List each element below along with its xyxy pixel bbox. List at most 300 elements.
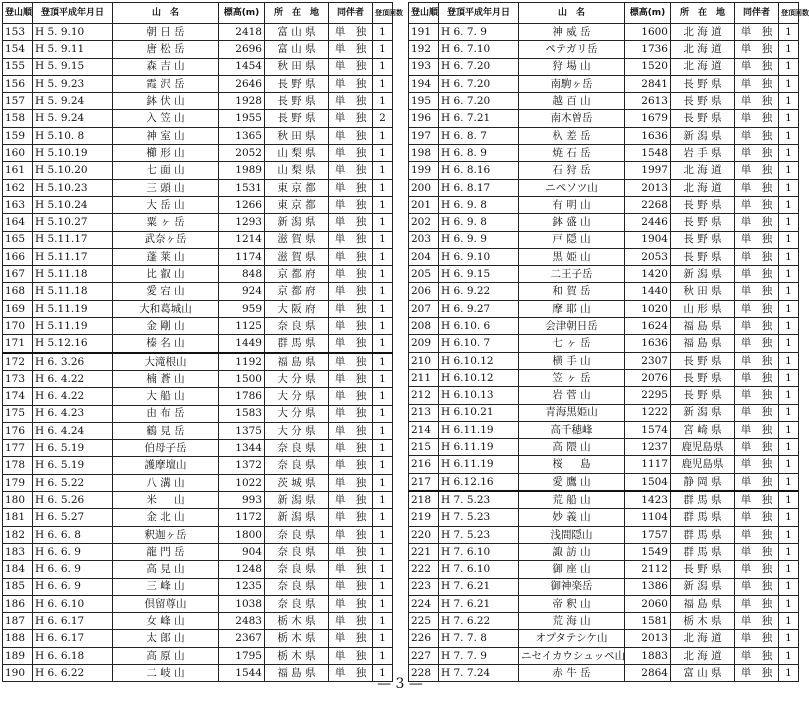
mountain-name-cell: 森 吉 山 <box>113 58 219 75</box>
location-cell: 栃 木 県 <box>265 630 329 647</box>
elevation-cell: 1928 <box>219 93 265 110</box>
times-cell: 1 <box>373 509 393 526</box>
date-cell: H 6.10.21 <box>439 404 519 421</box>
elevation-cell: 1904 <box>625 231 671 248</box>
date-cell: H 6. 7.20 <box>439 58 519 75</box>
companion-cell: 単 独 <box>735 145 779 162</box>
mountain-name-cell: 赤 牛 岳 <box>519 664 625 681</box>
times-cell: 1 <box>779 352 799 369</box>
location-cell: 秋 田 県 <box>671 283 735 300</box>
table-row <box>409 335 799 352</box>
location-cell: 群 馬 県 <box>671 543 735 560</box>
date-cell: H 7. 7. 8 <box>439 630 519 647</box>
table-row <box>409 75 799 92</box>
table-row <box>409 439 799 456</box>
times-cell: 1 <box>373 248 393 265</box>
times-cell: 1 <box>373 75 393 92</box>
companion-cell: 単 独 <box>329 457 373 474</box>
times-cell: 1 <box>779 318 799 335</box>
date-cell: H 6. 6.10 <box>33 595 113 612</box>
table-row <box>3 58 393 75</box>
companion-cell: 単 独 <box>735 421 779 438</box>
elevation-cell: 2268 <box>625 196 671 213</box>
order-cell: 163 <box>3 196 33 213</box>
mountain-name-cell: 倶留尊山 <box>113 595 219 612</box>
times-cell: 1 <box>373 231 393 248</box>
table-row <box>409 456 799 473</box>
order-cell: 165 <box>3 231 33 248</box>
mountain-name-cell: 御神楽岳 <box>519 578 625 595</box>
date-cell: H 6.10.12 <box>439 352 519 369</box>
date-cell: H 6. 6.18 <box>33 647 113 664</box>
table-row <box>3 647 393 664</box>
date-cell: H 6. 9.27 <box>439 300 519 317</box>
table-row <box>3 179 393 196</box>
date-cell: H 6. 6. 8 <box>33 526 113 543</box>
location-cell: 群 馬 県 <box>671 491 735 509</box>
elevation-cell: 2295 <box>625 387 671 404</box>
mountain-name-cell: 帝 釈 山 <box>519 595 625 612</box>
table-row <box>3 440 393 457</box>
companion-cell: 単 独 <box>329 388 373 405</box>
order-cell: 212 <box>409 387 439 404</box>
date-cell: H 6. 9. 8 <box>439 196 519 213</box>
companion-cell: 単 独 <box>735 214 779 231</box>
mountain-name-cell: 高 見 山 <box>113 561 219 578</box>
table-body-right <box>409 24 799 682</box>
times-cell: 1 <box>373 214 393 231</box>
location-cell: 北 海 道 <box>671 179 735 196</box>
times-cell: 1 <box>373 335 393 353</box>
order-cell: 200 <box>409 179 439 196</box>
companion-cell: 単 独 <box>329 214 373 231</box>
elevation-cell: 1454 <box>219 58 265 75</box>
date-cell: H 6. 5.19 <box>33 457 113 474</box>
times-cell: 1 <box>373 370 393 387</box>
elevation-cell: 1237 <box>625 439 671 456</box>
location-cell: 新 潟 県 <box>671 266 735 283</box>
order-cell: 161 <box>3 162 33 179</box>
location-cell: 新 潟 県 <box>265 509 329 526</box>
date-cell: H 7. 6.22 <box>439 613 519 630</box>
order-cell: 176 <box>3 422 33 439</box>
order-cell: 191 <box>409 24 439 41</box>
date-cell: H 6.10.13 <box>439 387 519 404</box>
mountain-name-cell: 有 明 山 <box>519 196 625 213</box>
elevation-cell: 1022 <box>219 474 265 491</box>
location-cell: 東 京 都 <box>265 196 329 213</box>
table-body-left <box>3 24 393 682</box>
table-row <box>3 405 393 422</box>
mountain-name-cell: 櫛 形 山 <box>113 145 219 162</box>
mountain-name-cell: 七 ヶ 岳 <box>519 335 625 352</box>
location-cell: 群 馬 県 <box>671 509 735 526</box>
elevation-cell: 1531 <box>219 179 265 196</box>
times-cell: 1 <box>779 58 799 75</box>
table-row <box>3 543 393 560</box>
times-cell: 1 <box>779 578 799 595</box>
elevation-cell: 1636 <box>625 127 671 144</box>
table-row <box>3 162 393 179</box>
companion-cell: 単 独 <box>735 526 779 543</box>
companion-cell: 単 独 <box>329 58 373 75</box>
times-cell: 1 <box>779 526 799 543</box>
mountain-name-cell: 朝 日 岳 <box>113 24 219 41</box>
location-cell: 京 都 府 <box>265 283 329 300</box>
companion-cell: 単 独 <box>735 335 779 352</box>
companion-cell: 単 独 <box>735 58 779 75</box>
mountain-name-cell: 太 郎 山 <box>113 630 219 647</box>
mountain-name-cell: 和 賀 岳 <box>519 283 625 300</box>
companion-cell: 単 独 <box>735 75 779 92</box>
mountain-name-cell: 狩 場 山 <box>519 58 625 75</box>
date-cell: H 6. 6.17 <box>33 630 113 647</box>
elevation-cell: 1624 <box>625 318 671 335</box>
order-cell: 158 <box>3 110 33 127</box>
mountain-name-cell: 蓬 莱 山 <box>113 248 219 265</box>
mountain-name-cell: 三 頭 山 <box>113 179 219 196</box>
elevation-cell: 1549 <box>625 543 671 560</box>
order-cell: 188 <box>3 630 33 647</box>
date-cell: H 6. 8. 7 <box>439 127 519 144</box>
mountain-name-cell: 愛 鷹 山 <box>519 473 625 491</box>
mountain-name-cell: 女 峰 山 <box>113 613 219 630</box>
date-cell: H 6. 6. 9 <box>33 561 113 578</box>
elevation-cell: 2053 <box>625 248 671 265</box>
table-row <box>409 630 799 647</box>
elevation-cell: 1989 <box>219 162 265 179</box>
times-cell: 1 <box>373 561 393 578</box>
mountain-name-cell: 青海黒姫山 <box>519 404 625 421</box>
times-cell: 1 <box>779 630 799 647</box>
companion-cell: 単 独 <box>329 24 373 41</box>
order-cell: 187 <box>3 613 33 630</box>
location-cell: 東 京 都 <box>265 179 329 196</box>
times-cell: 1 <box>373 41 393 58</box>
date-cell: H 6. 8.16 <box>439 162 519 179</box>
order-cell: 173 <box>3 370 33 387</box>
order-cell: 154 <box>3 41 33 58</box>
location-cell: 長 野 県 <box>265 93 329 110</box>
times-cell: 1 <box>373 647 393 664</box>
mountain-name-cell: 諏 訪 山 <box>519 543 625 560</box>
table-row <box>3 422 393 439</box>
table-row <box>409 179 799 196</box>
order-cell: 159 <box>3 127 33 144</box>
mountain-name-cell: ニセイカウシュッペ山 <box>519 647 625 664</box>
elevation-cell: 1248 <box>219 561 265 578</box>
mountain-name-cell: 鉢 伏 山 <box>113 93 219 110</box>
date-cell: H 5.11.19 <box>33 300 113 317</box>
header-date: 登頂平成年月日 <box>439 3 519 24</box>
times-cell: 1 <box>373 145 393 162</box>
location-cell: 秋 田 県 <box>265 127 329 144</box>
mountain-name-cell: 神 威 岳 <box>519 24 625 41</box>
location-cell: 長 野 県 <box>671 231 735 248</box>
elevation-cell: 1544 <box>219 664 265 681</box>
times-cell: 1 <box>373 300 393 317</box>
location-cell: 長 野 県 <box>265 110 329 127</box>
companion-cell: 単 独 <box>329 561 373 578</box>
table-row <box>409 578 799 595</box>
location-cell: 京 都 府 <box>265 266 329 283</box>
companion-cell: 単 独 <box>329 179 373 196</box>
elevation-cell: 1786 <box>219 388 265 405</box>
order-cell: 153 <box>3 24 33 41</box>
header-elevation: 標高(m) <box>219 3 265 24</box>
header-mountain: 山 名 <box>519 3 625 24</box>
companion-cell: 単 独 <box>329 145 373 162</box>
times-cell: 1 <box>373 630 393 647</box>
header-times: 登頂回数 <box>779 3 799 24</box>
date-cell: H 5. 9.15 <box>33 58 113 75</box>
elevation-cell: 1293 <box>219 214 265 231</box>
mountain-name-cell: 金 北 山 <box>113 509 219 526</box>
table-row <box>3 509 393 526</box>
order-cell: 223 <box>409 578 439 595</box>
table-row <box>3 127 393 144</box>
companion-cell: 単 独 <box>735 179 779 196</box>
header-companion: 同伴者 <box>329 3 373 24</box>
companion-cell: 単 独 <box>329 405 373 422</box>
times-cell: 1 <box>373 595 393 612</box>
table-row <box>409 58 799 75</box>
mountain-name-cell: 杁 差 岳 <box>519 127 625 144</box>
times-cell: 1 <box>779 664 799 681</box>
table-row <box>409 266 799 283</box>
companion-cell: 単 独 <box>735 404 779 421</box>
times-cell: 1 <box>779 179 799 196</box>
companion-cell: 単 独 <box>329 196 373 213</box>
companion-cell: 単 独 <box>735 509 779 526</box>
times-cell: 1 <box>373 127 393 144</box>
table-row <box>409 127 799 144</box>
order-cell: 216 <box>409 456 439 473</box>
date-cell: H 7. 7.24 <box>439 664 519 681</box>
times-cell: 1 <box>779 561 799 578</box>
date-cell: H 5.10.23 <box>33 179 113 196</box>
location-cell: 大 分 県 <box>265 388 329 405</box>
elevation-cell: 1344 <box>219 440 265 457</box>
companion-cell: 単 独 <box>735 491 779 509</box>
location-cell: 長 野 県 <box>671 369 735 386</box>
times-cell: 1 <box>779 248 799 265</box>
mountain-name-cell: ペテガリ岳 <box>519 41 625 58</box>
times-cell: 1 <box>373 613 393 630</box>
date-cell: H 6. 6.22 <box>33 664 113 681</box>
companion-cell: 単 独 <box>329 231 373 248</box>
date-cell: H 6. 9. 8 <box>439 214 519 231</box>
mountain-name-cell: オプタテシケ山 <box>519 630 625 647</box>
times-cell: 1 <box>373 492 393 509</box>
order-cell: 169 <box>3 300 33 317</box>
date-cell: H 6.11.19 <box>439 421 519 438</box>
table-row <box>409 352 799 369</box>
mountain-name-cell: 伯母子岳 <box>113 440 219 457</box>
elevation-cell: 1020 <box>625 300 671 317</box>
companion-cell: 単 独 <box>735 110 779 127</box>
date-cell: H 7. 6.21 <box>439 578 519 595</box>
date-cell: H 6. 7. 9 <box>439 24 519 41</box>
mountain-name-cell: 御 座 山 <box>519 561 625 578</box>
location-cell: 新 潟 県 <box>671 578 735 595</box>
mountain-name-cell: 比 叡 山 <box>113 266 219 283</box>
table-row <box>409 318 799 335</box>
companion-cell: 単 独 <box>329 110 373 127</box>
location-cell: 岩 手 県 <box>671 145 735 162</box>
location-cell: 奈 良 県 <box>265 595 329 612</box>
companion-cell: 単 独 <box>329 578 373 595</box>
elevation-cell: 1800 <box>219 526 265 543</box>
elevation-cell: 1192 <box>219 353 265 371</box>
table-row <box>3 231 393 248</box>
date-cell: H 5. 9.23 <box>33 75 113 92</box>
table-row <box>3 388 393 405</box>
times-cell: 1 <box>779 543 799 560</box>
elevation-cell: 1997 <box>625 162 671 179</box>
times-cell: 1 <box>779 41 799 58</box>
elevation-cell: 1600 <box>625 24 671 41</box>
table-row <box>3 248 393 265</box>
table-row <box>3 457 393 474</box>
location-cell: 鹿児島県 <box>671 456 735 473</box>
companion-cell: 単 独 <box>735 41 779 58</box>
date-cell: H 5. 9.24 <box>33 110 113 127</box>
location-cell: 長 野 県 <box>671 387 735 404</box>
location-cell: 北 海 道 <box>671 58 735 75</box>
companion-cell: 単 独 <box>329 335 373 353</box>
elevation-cell: 2076 <box>625 369 671 386</box>
table-row <box>3 318 393 335</box>
elevation-cell: 1757 <box>625 526 671 543</box>
order-cell: 210 <box>409 352 439 369</box>
times-cell: 1 <box>373 474 393 491</box>
order-cell: 227 <box>409 647 439 664</box>
location-cell: 滋 賀 県 <box>265 231 329 248</box>
companion-cell: 単 独 <box>329 248 373 265</box>
times-cell: 2 <box>373 110 393 127</box>
mountain-name-cell: 南木曽岳 <box>519 110 625 127</box>
companion-cell: 単 独 <box>329 353 373 371</box>
date-cell: H 6. 7.10 <box>439 41 519 58</box>
mountain-name-cell: 唐 松 岳 <box>113 41 219 58</box>
order-cell: 192 <box>409 41 439 58</box>
companion-cell: 単 独 <box>329 664 373 681</box>
elevation-cell: 1420 <box>625 266 671 283</box>
location-cell: 滋 賀 県 <box>265 248 329 265</box>
mountain-name-cell: 笠 ヶ 岳 <box>519 369 625 386</box>
date-cell: H 7. 6.21 <box>439 595 519 612</box>
table-row <box>409 145 799 162</box>
mountain-name-cell: 二 岐 山 <box>113 664 219 681</box>
location-cell: 奈 良 県 <box>265 561 329 578</box>
mountain-name-cell: ニペソツ山 <box>519 179 625 196</box>
location-cell: 新 潟 県 <box>265 214 329 231</box>
date-cell: H 6. 7.20 <box>439 75 519 92</box>
companion-cell: 単 独 <box>735 630 779 647</box>
date-cell: H 6. 9. 9 <box>439 231 519 248</box>
elevation-cell: 1440 <box>625 283 671 300</box>
elevation-cell: 1222 <box>625 404 671 421</box>
elevation-cell: 1365 <box>219 127 265 144</box>
date-cell: H 7. 6.10 <box>439 561 519 578</box>
elevation-cell: 2052 <box>219 145 265 162</box>
times-cell: 1 <box>779 93 799 110</box>
location-cell: 大 分 県 <box>265 405 329 422</box>
location-cell: 福 島 県 <box>671 595 735 612</box>
companion-cell: 単 独 <box>329 283 373 300</box>
times-cell: 1 <box>373 405 393 422</box>
times-cell: 1 <box>779 491 799 509</box>
table-row <box>3 266 393 283</box>
companion-cell: 単 独 <box>735 613 779 630</box>
mountain-name-cell: 米 山 <box>113 492 219 509</box>
mountain-name-cell: 高千穂峰 <box>519 421 625 438</box>
times-cell: 1 <box>779 595 799 612</box>
elevation-cell: 2367 <box>219 630 265 647</box>
companion-cell: 単 独 <box>735 300 779 317</box>
companion-cell: 単 独 <box>329 474 373 491</box>
order-cell: 183 <box>3 543 33 560</box>
date-cell: H 5. 9.10 <box>33 24 113 41</box>
elevation-cell: 1104 <box>625 509 671 526</box>
date-cell: H 5.11.18 <box>33 266 113 283</box>
order-cell: 198 <box>409 145 439 162</box>
companion-cell: 単 独 <box>735 664 779 681</box>
elevation-cell: 848 <box>219 266 265 283</box>
companion-cell: 単 独 <box>735 93 779 110</box>
elevation-cell: 1214 <box>219 231 265 248</box>
elevation-cell: 1125 <box>219 318 265 335</box>
table-row <box>3 196 393 213</box>
mountain-name-cell: 会津朝日岳 <box>519 318 625 335</box>
location-cell: 福 島 県 <box>671 335 735 352</box>
header-order: 登山順 <box>3 3 33 24</box>
order-cell: 175 <box>3 405 33 422</box>
companion-cell: 単 独 <box>329 266 373 283</box>
location-cell: 北 海 道 <box>671 647 735 664</box>
times-cell: 1 <box>373 388 393 405</box>
location-cell: 富 山 県 <box>265 41 329 58</box>
table-row <box>409 248 799 265</box>
elevation-cell: 1955 <box>219 110 265 127</box>
mountain-name-cell: 妙 義 山 <box>519 509 625 526</box>
date-cell: H 6. 9.22 <box>439 283 519 300</box>
table-row <box>409 387 799 404</box>
table-row <box>409 491 799 509</box>
companion-cell: 単 独 <box>329 630 373 647</box>
elevation-cell: 1038 <box>219 595 265 612</box>
order-cell: 194 <box>409 75 439 92</box>
table-row <box>3 613 393 630</box>
companion-cell: 単 独 <box>735 647 779 664</box>
location-cell: 栃 木 県 <box>671 613 735 630</box>
elevation-cell: 1235 <box>219 578 265 595</box>
companion-cell: 単 独 <box>735 318 779 335</box>
elevation-cell: 1375 <box>219 422 265 439</box>
times-cell: 1 <box>779 300 799 317</box>
mountain-name-cell: 大 船 山 <box>113 388 219 405</box>
table-row <box>409 543 799 560</box>
order-cell: 226 <box>409 630 439 647</box>
table-row <box>409 214 799 231</box>
date-cell: H 6.10. 6 <box>439 318 519 335</box>
location-cell: 長 野 県 <box>671 196 735 213</box>
mountain-name-cell: 大 岳 山 <box>113 196 219 213</box>
mountain-name-cell: 越 百 山 <box>519 93 625 110</box>
date-cell: H 6. 4.22 <box>33 370 113 387</box>
elevation-cell: 1883 <box>625 647 671 664</box>
